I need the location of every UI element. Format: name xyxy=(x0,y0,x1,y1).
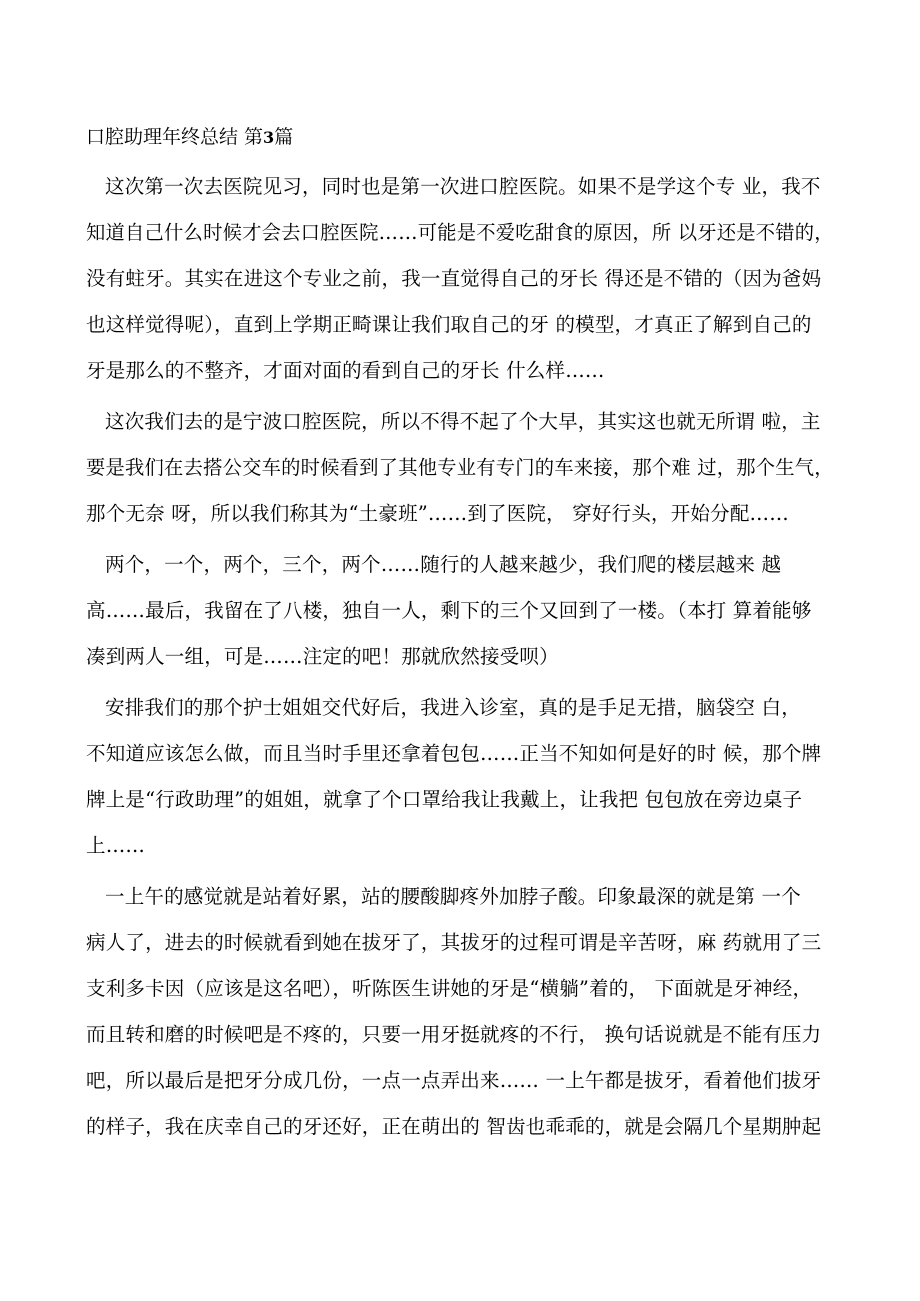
paragraph-3-line-2: 高……最后，我留在了八楼，独自一人，剩下的三个又回到了一楼。（本打 算着能够 xyxy=(86,599,812,622)
paragraph-1-line-2: 知道自己什么时候才会去口腔医院……可能是不爱吃甜食的原因，所 以牙还是不错的， xyxy=(86,221,834,244)
paragraph-2-line-2: 要是我们在去搭公交车的时候看到了其他专业有专门的车来接，那个难 过，那个生气， xyxy=(86,456,834,479)
title-prefix: 口腔助理年终总结 第 xyxy=(86,126,264,148)
paragraph-4-line-1: 安排我们的那个护士姐姐交代好后，我进入诊室，真的是手足无措，脑袋空 白， xyxy=(105,696,801,719)
paragraph-4-line-2: 不知道应该怎么做，而且当时手里还拿着包包……正当不知如何是好的时 候，那个牌 xyxy=(86,742,822,765)
paragraph-2-line-1: 这次我们去的是宁波口腔医院，所以不得不起了个大早，其实这也就无所谓 啦，主 xyxy=(105,410,821,433)
paragraph-5-line-3: 支利多卡因（应该是这名吧），听陈医生讲她的牙是“横躺”着的， 下面就是牙神经， xyxy=(86,977,813,1000)
paragraph-1-line-1: 这次第一次去医院见习，同时也是第一次进口腔医院。如果不是学这个专 业，我不 xyxy=(105,175,821,198)
title-number: 3 xyxy=(263,128,275,147)
paragraph-5-line-1: 一上午的感觉就是站着好累，站的腰酸脚疼外加脖子酸。印象最深的就是第 一个 xyxy=(105,885,801,908)
paragraph-1-line-3: 没有蛀牙。其实在进这个专业之前，我一直觉得自己的牙长 得还是不错的（因为爸妈 xyxy=(86,267,822,290)
paragraph-5-line-4: 而且转和磨的时候吧是不疼的，只要一用牙挺就疼的不行， 换句话说就是不能有压力 xyxy=(86,1023,822,1046)
paragraph-3-line-3: 凑到两人一组，可是……注定的吧！那就欣然接受呗） xyxy=(86,645,559,668)
paragraph-3-line-1: 两个，一个，两个，三个，两个……随行的人越来越少，我们爬的楼层越来 越 xyxy=(105,553,782,576)
title-suffix: 篇 xyxy=(274,126,294,148)
paragraph-5-line-5: 吧，所以最后是把牙分成几份，一点一点弄出来…… 一上午都是拔牙，看着他们拔牙 xyxy=(86,1069,822,1092)
paragraph-4-line-3: 牌上是“行政助理”的姐姐，就拿了个口罩给我让我戴上，让我把 包包放在旁边桌子 xyxy=(86,788,803,811)
page-title xyxy=(86,124,293,151)
paragraph-1-line-4: 也这样觉得呢），直到上学期正畸课让我们取自己的牙 的模型，才真正了解到自己的 xyxy=(86,313,812,336)
paragraph-1-line-5: 牙是那么的不整齐，才面对面的看到自己的牙长 什么样…… xyxy=(86,359,605,382)
paragraph-5-line-2: 病人了，进去的时候就看到她在拔牙了，其拔牙的过程可谓是辛苦呀，麻 药就用了三 xyxy=(86,931,822,954)
paragraph-2-line-3: 那个无奈 呀，所以我们称其为“土豪班”……到了医院， 穿好行头，开始分配…… xyxy=(86,502,789,525)
paragraph-4-line-4: 上…… xyxy=(86,834,146,857)
paragraph-5-line-6: 的样子，我在庆幸自己的牙还好，正在萌出的 智齿也乖乖的，就是会隔几个星期肿起 xyxy=(86,1115,822,1138)
